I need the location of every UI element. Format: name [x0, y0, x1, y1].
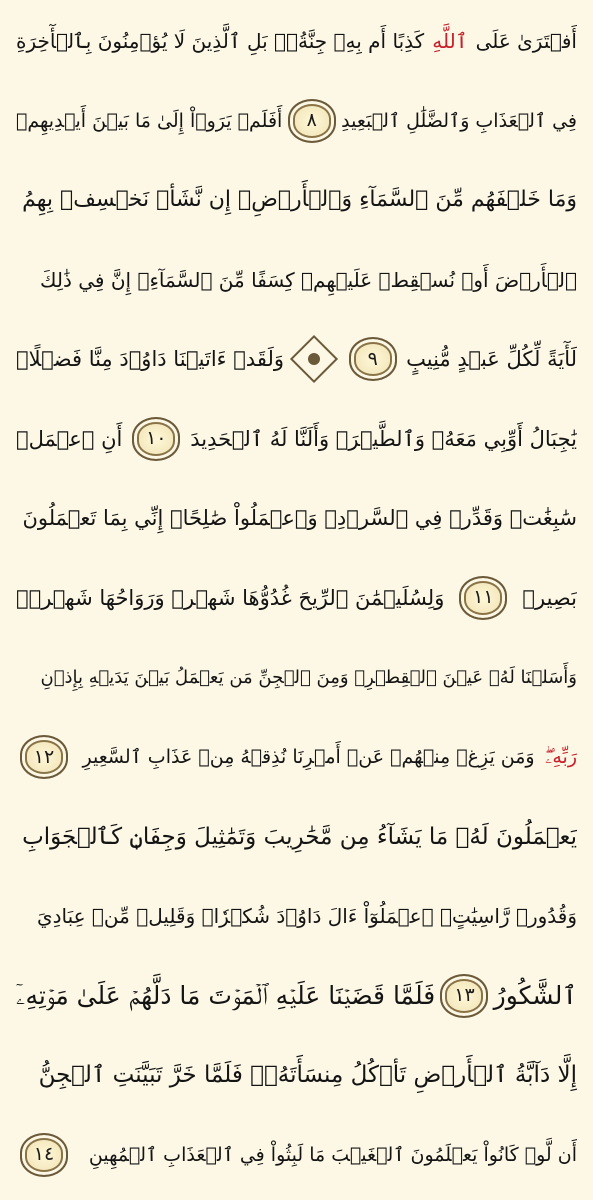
verse-line-9 — [16, 643, 577, 713]
ayah-number-marker: ١٣ — [440, 974, 488, 1018]
text-segment: ٱلشَّكُورُ — [493, 980, 577, 1010]
text-segment: وَلَقَدۡ ءَاتَيۡنَا دَاوُۥدَ مِنَّا فَضۡلًاۖ — [16, 347, 284, 372]
verse-line-3 — [16, 165, 577, 235]
verse-line-14 — [16, 1040, 577, 1110]
text-segment: وَقُدُورٖ رَّاسِيَٰتٍۚ ٱعۡمَلُوٓاْ ءَالَ دَاوُۥدَ شُكۡرٗاۚ وَقَلِيلٞ مِّنۡ عِبَادِيَ — [36, 904, 577, 929]
text-segment: أَن لَّوۡ كَانُواْ يَعۡلَمُونَ ٱلۡغَيۡبَ مَا لَبِثُواْ فِي ٱلۡعَذَابِ ٱلۡمُهِينِ — [88, 1143, 577, 1166]
verse-line-8 — [16, 563, 577, 633]
verse-line-2 — [16, 86, 577, 156]
ayah-number-marker: ٩ — [349, 337, 397, 381]
ayah-number-marker: ١٢ — [20, 735, 68, 779]
text-segment: أَفَلَمۡ يَرَوۡاْ إِلَىٰ مَا بَيۡنَ أَيۡدِيهِمۡ — [16, 109, 283, 132]
verse-line-13 — [16, 961, 577, 1031]
text-segment: وَمَا خَلۡفَهُم مِّنَ ٱلسَّمَآءِ وَٱلۡأَرۡضِۚ إِن نَّشَأۡ نَخۡسِفۡ بِهِمُ — [22, 187, 577, 213]
text-segment: بَصِيرٞ — [522, 585, 577, 610]
verse-line-1 — [16, 6, 577, 76]
text-segment: يَعۡمَلُونَ لَهُۥ مَا يَشَآءُ مِن مَّحَٰرِيبَ وَتَمَٰثِيلَ وَجِفَانٖ كَٱلۡجَوَابِ — [22, 823, 577, 850]
verse-line-7 — [16, 483, 577, 553]
text-segment: وَمَن يَزِغۡ مِنۡهُمۡ عَنۡ أَمۡرِنَا نُذِقۡهُ مِنۡ عَذَابِ ٱلسَّعِيرِ — [82, 746, 535, 769]
text-segment: وَلِسُلَيۡمَٰنَ ٱلرِّيحَ غُدُوُّهَا شَهۡرٞ وَرَوَاحُهَا شَهۡرٞۖ — [16, 585, 445, 610]
sajdah-star-icon — [290, 335, 338, 383]
verse-line-12 — [16, 881, 577, 951]
ayah-number-marker: ١٠ — [132, 417, 180, 461]
verse-line-15 — [16, 1120, 577, 1190]
text-segment: وَأَسَلۡنَا لَهُۥ عَيۡنَ ٱلۡقِطۡرِۖ وَمِنَ ٱلۡجِنِّ مَن يَعۡمَلُ بَيۡنَ يَدَيۡهِ بِإِذۡنِ — [40, 666, 577, 688]
text-segment: فِي ٱلۡعَذَابِ وَٱلضَّلَٰلِ ٱلۡبَعِيدِ — [341, 109, 577, 132]
text-segment: أَفۡتَرَىٰ عَلَى — [475, 29, 577, 53]
text-segment: يَٰجِبَالُ أَوِّبِي مَعَهُۥ وَٱلطَّيۡرَۖ وَأَلَنَّا لَهُ ٱلۡحَدِيدَ — [190, 426, 577, 451]
divine-name-text: ٱللَّهِ — [432, 29, 468, 53]
divine-name-text: رَبِّهِۦۖ — [545, 746, 577, 769]
verse-line-5 — [16, 324, 577, 394]
ayah-number-marker: ١١ — [459, 576, 507, 620]
text-segment: كَذِبًا أَم بِهِۦ جِنَّةُۢۗ بَلِ ٱلَّذِينَ لَا يُؤۡمِنُونَ بِٱلۡأٓخِرَةِ — [16, 29, 425, 53]
text-segment: فَلَمَّا قَضَيۡنَا عَلَيۡهِ ٱلۡمَوۡتَ مَا دَلَّهُمۡ عَلَىٰ مَوۡتِهِۦٓ — [16, 980, 436, 1010]
text-segment: أَنِ ٱعۡمَلۡ — [16, 426, 123, 451]
verse-line-11 — [16, 802, 577, 872]
verse-line-6 — [16, 404, 577, 474]
text-segment: لَأٓيَةً لِّكُلِّ عَبۡدٍ مُّنِيبٍ — [406, 347, 577, 372]
text-segment: إِلَّا دَآبَّةُ ٱلۡأَرۡضِ تَأۡكُلُ مِنسَأَتَهُۥۖ فَلَمَّا خَرَّ تَبَيَّنَتِ ٱلۡجِنُّ — [38, 1062, 577, 1089]
text-segment: سَٰبِغَٰتٖ وَقَدِّرۡ فِي ٱلسَّرۡدِۖ وَٱعۡمَلُواْ صَٰلِحًاۖ إِنِّي بِمَا تَعۡمَلُونَ — [22, 506, 577, 531]
text-segment: ٱلۡأَرۡضَ أَوۡ نُسۡقِطۡ عَلَيۡهِمۡ كِسَفًا مِّنَ ٱلسَّمَآءِۚ إِنَّ فِي ذَٰلِكَ — [40, 267, 577, 292]
verse-line-10 — [16, 722, 577, 792]
ayah-number-marker: ٨ — [288, 99, 336, 143]
verse-line-4 — [16, 245, 577, 315]
ayah-number-marker: ١٤ — [20, 1133, 68, 1177]
